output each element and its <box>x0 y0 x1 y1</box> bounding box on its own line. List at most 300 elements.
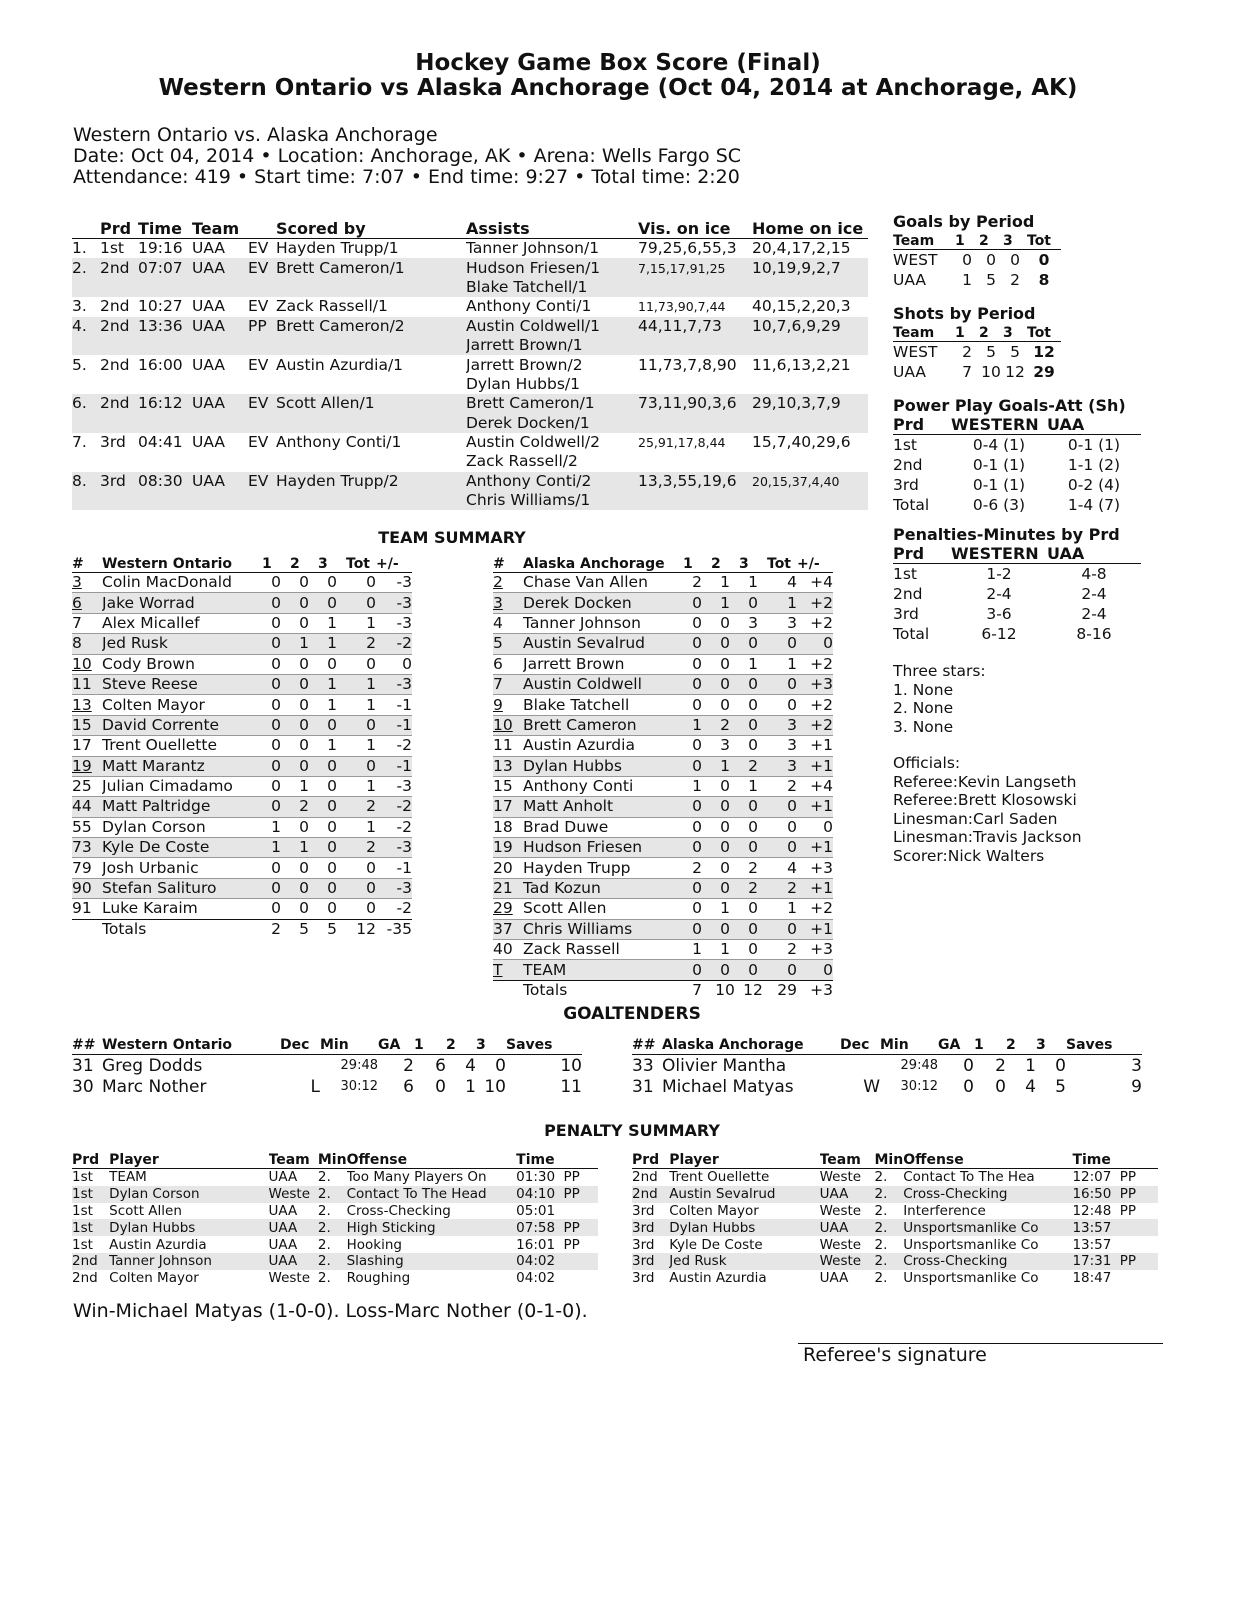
penalty-row <box>632 1253 1158 1270</box>
penalty-offense: Unsportsmanlike Co <box>903 1219 1072 1236</box>
col-time: Time <box>138 219 192 239</box>
penalty-row <box>72 1236 598 1253</box>
penalty-period: 1st <box>72 1236 93 1253</box>
player-goals-p1: 0 <box>683 736 711 756</box>
penalty-pp: PP <box>1119 1202 1137 1219</box>
shots-row-west <box>893 342 1061 363</box>
player-goals-p1: 1 <box>262 838 290 858</box>
player-total: 0 <box>767 797 797 817</box>
player-number: 18 <box>493 817 523 837</box>
player-total: 0 <box>346 756 376 776</box>
player-goals-p2: 0 <box>290 573 318 593</box>
game-attendance-times: Attendance: 419 • Start time: 7:07 • End time: 9:27 • Total time: 2:20 <box>73 166 740 188</box>
alaska-goalie-team: Alaska Anchorage <box>662 1036 840 1055</box>
cell: 29 <box>1033 363 1055 381</box>
penalty-period: 2nd <box>72 1270 98 1287</box>
roster-row <box>72 695 412 715</box>
goalie-minutes: 29:48 <box>340 1058 378 1073</box>
scoring-scored: Zack Rassell/1 <box>276 297 388 316</box>
power-play-title: Power Play Goals-Att (Sh) <box>893 396 1126 415</box>
roster-row <box>493 674 833 694</box>
scoring-home <box>752 452 868 471</box>
scoring-type: EV <box>248 433 269 452</box>
scoring-row-cont <box>72 278 868 297</box>
scoring-prd <box>100 491 138 510</box>
scoring-prd: 3rd <box>100 433 126 452</box>
player-number: 15 <box>493 776 523 796</box>
roster-totals-row <box>72 919 412 939</box>
player-name: Tanner Johnson <box>523 613 683 633</box>
roster-row <box>72 654 412 674</box>
player-goals-p1: 0 <box>683 878 711 898</box>
scoring-vis <box>638 491 752 510</box>
official-4: Linesman:Travis Jackson <box>893 828 1082 846</box>
penalty-minutes: 2. <box>874 1270 888 1287</box>
scoring-type: EV <box>248 355 269 374</box>
goalie-number: 30 <box>72 1076 94 1097</box>
ph-prd: Prd <box>72 1152 109 1169</box>
goalie-decision: W <box>863 1076 880 1097</box>
goals-by-period-title: Goals by Period <box>893 212 1035 231</box>
scoring-vis: 25,91,17,8,44 <box>638 435 726 451</box>
player-name: Julian Cimadamo <box>102 776 262 796</box>
scoring-vis: 73,11,90,3,6 <box>638 394 752 413</box>
scoring-time <box>138 414 192 433</box>
player-total: 0 <box>346 573 376 593</box>
pmh-uaa: UAA <box>1047 544 1141 564</box>
player-goals-p1: 0 <box>683 838 711 858</box>
scoring-prd: 2nd <box>100 317 138 336</box>
rh-1: 1 <box>262 556 290 573</box>
cell: 1-4 (7) <box>1067 496 1121 514</box>
goalie-saves-p3: 5 <box>1055 1076 1066 1097</box>
sh-team: Team <box>893 325 955 342</box>
player-goals-p3: 2 <box>739 878 767 898</box>
scoring-n <box>72 414 100 433</box>
player-name: Luke Karaim <box>102 899 262 919</box>
referee-signature-label: Referee's signature <box>803 1344 987 1366</box>
penalties-minutes-table <box>893 544 1141 644</box>
scoring-n <box>72 375 100 394</box>
penalties_by_period-row <box>893 624 1141 644</box>
cell: WEST <box>893 343 938 361</box>
penalty-minutes: 2. <box>875 1253 904 1270</box>
roster-row <box>493 878 833 898</box>
totals-pm: +3 <box>797 980 833 1000</box>
penalty-period: 2nd <box>72 1253 109 1270</box>
player-goals-p2: 0 <box>290 593 318 613</box>
penalty-minutes: 2. <box>317 1169 331 1186</box>
scoring-row-cont <box>72 491 868 510</box>
player-name: Hayden Trupp <box>523 858 683 878</box>
goalie-saves-p1: 0 <box>995 1076 1006 1097</box>
player-plus-minus: 0 <box>797 960 833 980</box>
scoring-home <box>752 414 868 433</box>
scoring-assists: Blake Tatchell/1 <box>466 278 638 297</box>
penalty-period: 3rd <box>632 1253 669 1270</box>
penalty-offense: Unsportsmanlike Co <box>903 1270 1039 1287</box>
penalty-player: TEAM <box>109 1169 147 1186</box>
scoring-vis: 11,73,7,8,90 <box>638 355 737 374</box>
penalty-time: 18:47 <box>1072 1270 1112 1287</box>
player-total: 0 <box>767 674 797 694</box>
player-plus-minus: -2 <box>376 797 412 817</box>
scoring-team <box>192 336 248 355</box>
penalty-player: Tanner Johnson <box>109 1253 268 1270</box>
scoring-vis <box>638 375 752 394</box>
player-number: 5 <box>493 634 523 654</box>
penalty-team: UAA <box>820 1219 875 1236</box>
scoring-prd: 2nd <box>100 297 130 316</box>
player-goals-p2: 0 <box>711 858 739 878</box>
totals-label: Totals <box>102 919 262 939</box>
scoring-type <box>248 278 276 297</box>
player-plus-minus: -3 <box>376 838 412 858</box>
player-number: 10 <box>493 715 523 735</box>
player-goals-p2: 0 <box>711 919 739 939</box>
player-number: 6 <box>493 654 523 674</box>
penalty-time: 16:50 <box>1072 1186 1119 1203</box>
goalie-decision: L <box>310 1076 320 1097</box>
player-name: Matt Paltridge <box>102 797 262 817</box>
goalie-minutes: 30:12 <box>340 1079 378 1094</box>
penalties_by_period-row <box>893 604 1141 624</box>
player-goals-p1: 0 <box>262 736 290 756</box>
western-goalie-table <box>72 1036 582 1097</box>
rh-pm: +/- <box>797 556 833 573</box>
goalie-saves-p1: 2 <box>995 1055 1006 1076</box>
penalty-row <box>72 1270 598 1287</box>
roster-row <box>72 715 412 735</box>
scoring-assists: Brett Cameron/1 <box>466 394 638 413</box>
ph-player: Player <box>669 1152 819 1169</box>
shots-header-row <box>893 325 1061 342</box>
penalty-pp: PP <box>1120 1186 1158 1203</box>
penalty-row <box>632 1186 1158 1203</box>
scoring-team <box>192 491 248 510</box>
officials-title: Officials: <box>893 754 961 772</box>
cell: 3rd <box>893 605 919 623</box>
player-goals-p1: 1 <box>683 776 711 796</box>
player-total: 1 <box>346 613 376 633</box>
penalty-player: Trent Ouellette <box>669 1169 770 1186</box>
goalie-decision <box>840 1055 880 1077</box>
player-goals-p2: 1 <box>290 776 318 796</box>
col-prd: Prd <box>100 219 138 239</box>
scoring-row-cont <box>72 375 868 394</box>
roster-row <box>72 634 412 654</box>
player-total: 1 <box>767 654 797 674</box>
player-number: 73 <box>72 838 102 858</box>
scoring-scored <box>276 452 466 471</box>
western-goalie-header <box>72 1036 582 1055</box>
scoring-row-cont <box>72 414 868 433</box>
pph-uaa: UAA <box>1047 415 1141 435</box>
player-goals-p3: 0 <box>318 654 346 674</box>
scoring-header-row <box>72 219 868 239</box>
player-goals-p3: 0 <box>739 715 767 735</box>
cell: 1-1 (2) <box>1067 456 1121 474</box>
scoring-n: 6. <box>72 394 100 413</box>
player-number: 17 <box>493 797 523 817</box>
cell: 0-1 (1) <box>972 476 1026 494</box>
penalty-team: Weste <box>819 1169 862 1186</box>
gh-min: Min <box>320 1036 378 1055</box>
penalty-team: Weste <box>819 1202 862 1219</box>
player-plus-minus: -3 <box>376 613 412 633</box>
player-number: 11 <box>72 674 102 694</box>
player-name: Jed Rusk <box>102 634 262 654</box>
side-panel <box>893 212 1143 865</box>
player-plus-minus: +2 <box>797 695 833 715</box>
player-total: 2 <box>767 940 797 960</box>
player-total: 1 <box>346 695 376 715</box>
player-goals-p1: 0 <box>262 593 290 613</box>
player-total: 2 <box>346 797 376 817</box>
player-goals-p1: 0 <box>683 797 711 817</box>
western-goalie-team: Western Ontario <box>102 1036 280 1055</box>
player-name: TEAM <box>523 960 683 980</box>
goalie-minutes: 30:12 <box>900 1079 938 1094</box>
sh-3: 3 <box>1003 325 1027 342</box>
penalty-offense: Contact To The Head <box>347 1186 517 1203</box>
scoring-n <box>72 336 100 355</box>
penalty-time: 16:01 <box>516 1236 556 1253</box>
roster-row <box>72 593 412 613</box>
player-goals-p3: 0 <box>318 858 346 878</box>
cell: 8 <box>1038 271 1050 289</box>
scoring-assists: Jarrett Brown/1 <box>466 336 638 355</box>
cell: 0-1 (1) <box>1067 436 1121 454</box>
scoring-type: EV <box>248 394 276 413</box>
player-goals-p1: 0 <box>262 573 290 593</box>
penalty-offense: Interference <box>903 1202 986 1219</box>
three-stars <box>893 662 1143 736</box>
gh-saves: Saves <box>506 1036 582 1055</box>
player-goals-p2: 1 <box>711 940 739 960</box>
scoring-team <box>192 414 248 433</box>
gh-2: 2 <box>979 233 1003 250</box>
alaska-goalie-table <box>632 1036 1142 1097</box>
cell: 7 <box>962 363 972 381</box>
player-total: 0 <box>346 593 376 613</box>
goalie-saves-total: 3 <box>1131 1055 1142 1076</box>
scoring-home: 11,6,13,2,21 <box>752 355 851 374</box>
cell: 2 <box>962 343 972 361</box>
player-goals-p1: 2 <box>683 573 711 593</box>
goalie-saves-total: 9 <box>1131 1076 1142 1097</box>
penalty-minutes: 2. <box>875 1186 904 1203</box>
player-plus-minus: +1 <box>797 919 833 939</box>
player-goals-p3: 1 <box>739 654 767 674</box>
goalie-minutes: 29:48 <box>900 1058 938 1073</box>
scoring-row <box>72 317 868 336</box>
cell: 1 <box>962 271 972 289</box>
scoring-home: 29,10,3,7,9 <box>752 394 868 413</box>
goalie-ga: 0 <box>963 1076 974 1097</box>
scoring-row <box>72 258 868 277</box>
player-goals-p2: 0 <box>711 838 739 858</box>
scoring-type <box>248 414 276 433</box>
cell: 2-4 <box>986 585 1012 603</box>
scoring-vis: 11,73,90,7,44 <box>638 299 726 315</box>
cell: 2-4 <box>1081 585 1107 603</box>
goalie-saves-p2: 1 <box>465 1076 476 1097</box>
cell: 0 <box>986 251 996 269</box>
player-goals-p2: 1 <box>290 634 318 654</box>
player-total: 0 <box>767 919 797 939</box>
player-goals-p3: 0 <box>318 899 346 919</box>
player-number: 4 <box>493 613 523 633</box>
ph-team: Team <box>820 1152 875 1169</box>
player-number: 13 <box>493 756 523 776</box>
penalty-pp: PP <box>1119 1169 1137 1186</box>
player-goals-p3: 1 <box>318 634 346 654</box>
penalty-pp <box>1120 1219 1158 1236</box>
player-plus-minus: -3 <box>376 593 412 613</box>
page-subtitle: Western Ontario vs Alaska Anchorage (Oct 04, 2014 at Anchorage, AK) <box>158 75 1078 101</box>
penalty-period: 2nd <box>632 1169 658 1186</box>
penalty-team: Weste <box>819 1236 862 1253</box>
scoring-vis: 7,15,17,91,25 <box>638 258 752 277</box>
scoring-team: UAA <box>192 258 248 277</box>
scoring-n <box>72 278 100 297</box>
player-plus-minus: -2 <box>376 899 412 919</box>
scoring-scored: Hayden Trupp/1 <box>276 239 399 258</box>
star-3: 3. None <box>893 717 954 736</box>
penalties-left-table <box>72 1152 598 1287</box>
player-goals-p2: 2 <box>290 797 318 817</box>
player-goals-p2: 1 <box>711 593 739 613</box>
player-goals-p3: 1 <box>318 674 346 694</box>
scoring-prd <box>100 452 138 471</box>
scoring-type: PP <box>248 317 276 336</box>
alaska-team-name: Alaska Anchorage <box>523 556 683 573</box>
penalty-period: 1st <box>72 1219 109 1236</box>
player-goals-p1: 0 <box>262 878 290 898</box>
scoring-n: 2. <box>72 258 100 277</box>
totals-p3: 12 <box>739 980 767 1000</box>
roster-row <box>72 736 412 756</box>
penalty-offense: Contact To The Hea <box>903 1169 1035 1186</box>
player-goals-p3: 1 <box>318 736 346 756</box>
player-goals-p2: 0 <box>711 695 739 715</box>
roster-row <box>493 858 833 878</box>
scoring-prd <box>100 414 138 433</box>
penalty-pp <box>563 1253 598 1270</box>
player-goals-p1: 0 <box>683 654 711 674</box>
roster-row <box>72 674 412 694</box>
scoring-prd: 3rd <box>100 472 138 491</box>
penalty-team: UAA <box>268 1202 298 1219</box>
penalties_by_period-row <box>893 564 1141 585</box>
sh-2: 2 <box>979 325 1003 342</box>
scoring-n: 1. <box>72 239 87 258</box>
goalie-saves-total: 11 <box>560 1076 582 1097</box>
scoring-team: UAA <box>192 239 225 258</box>
goalie-number: 33 <box>632 1055 654 1076</box>
penalty-player: Scott Allen <box>109 1202 182 1219</box>
power-play-table <box>893 415 1141 515</box>
goalie-saves-p3: 0 <box>495 1055 506 1076</box>
scoring-prd: 2nd <box>100 355 130 374</box>
penalty-row <box>72 1253 598 1270</box>
roster-row <box>493 654 833 674</box>
player-goals-p1: 0 <box>683 960 711 980</box>
player-goals-p2: 0 <box>290 878 318 898</box>
goalie-saves-p2: 4 <box>1025 1076 1036 1097</box>
penalty-pp <box>563 1203 598 1220</box>
penalty-period: 1st <box>72 1186 109 1203</box>
sh-1: 1 <box>955 325 979 342</box>
penalty-offense: Too Many Players On <box>346 1169 487 1186</box>
rh-2: 2 <box>290 556 318 573</box>
player-plus-minus: +2 <box>797 654 833 674</box>
scoring-prd: 2nd <box>100 394 138 413</box>
gh-3: 3 <box>1003 233 1027 250</box>
player-number: 79 <box>72 858 102 878</box>
player-total: 4 <box>767 858 797 878</box>
player-total: 0 <box>346 899 376 919</box>
player-plus-minus: -2 <box>376 736 412 756</box>
penalty-team: UAA <box>269 1253 318 1270</box>
goalie-ga: 0 <box>963 1055 974 1076</box>
player-goals-p1: 1 <box>683 940 711 960</box>
player-goals-p1: 0 <box>262 797 290 817</box>
cell: 6-12 <box>981 625 1017 643</box>
player-goals-p1: 0 <box>683 674 711 694</box>
player-name: Tad Kozun <box>523 878 683 898</box>
player-goals-p3: 1 <box>318 695 346 715</box>
western-roster-table <box>72 556 412 939</box>
star-1: 1. None <box>893 680 954 699</box>
pph-prd: Prd <box>893 415 951 435</box>
player-number: 2 <box>493 573 523 593</box>
player-total: 1 <box>346 674 376 694</box>
player-total: 0 <box>767 817 797 837</box>
cell: 1st <box>893 565 918 583</box>
player-plus-minus: 0 <box>797 634 833 654</box>
penalty-row <box>632 1169 1158 1186</box>
cell: 0 <box>962 251 972 269</box>
penalty-team: UAA <box>268 1236 298 1253</box>
scoring-time: 16:00 <box>138 355 183 374</box>
scoring-team: UAA <box>192 472 248 491</box>
scoring-prd <box>100 375 138 394</box>
rh-num: # <box>72 556 102 573</box>
player-name: Alex Micallef <box>102 613 262 633</box>
player-goals-p3: 2 <box>739 858 767 878</box>
scoring-assists: Austin Coldwell/1 <box>466 317 638 336</box>
player-total: 0 <box>346 858 376 878</box>
player-total: 2 <box>346 634 376 654</box>
roster-row <box>72 613 412 633</box>
scoring-team: UAA <box>192 394 248 413</box>
penalty-minutes: 2. <box>874 1202 888 1219</box>
gh-min: Min <box>880 1036 938 1055</box>
rh-1: 1 <box>683 556 711 573</box>
scoring-assists: Jarrett Brown/2 <box>466 355 583 374</box>
pen-left-header <box>72 1152 598 1169</box>
scoring-assists: Hudson Friesen/1 <box>466 258 638 277</box>
ph-min: Min <box>874 1152 904 1168</box>
scoring-scored: Brett Cameron/2 <box>276 317 466 336</box>
roster-row <box>493 593 833 613</box>
player-goals-p2: 1 <box>290 838 318 858</box>
player-name: Dylan Corson <box>102 817 262 837</box>
player-number: 37 <box>493 919 523 939</box>
gh-s3: 3 <box>1036 1036 1066 1055</box>
